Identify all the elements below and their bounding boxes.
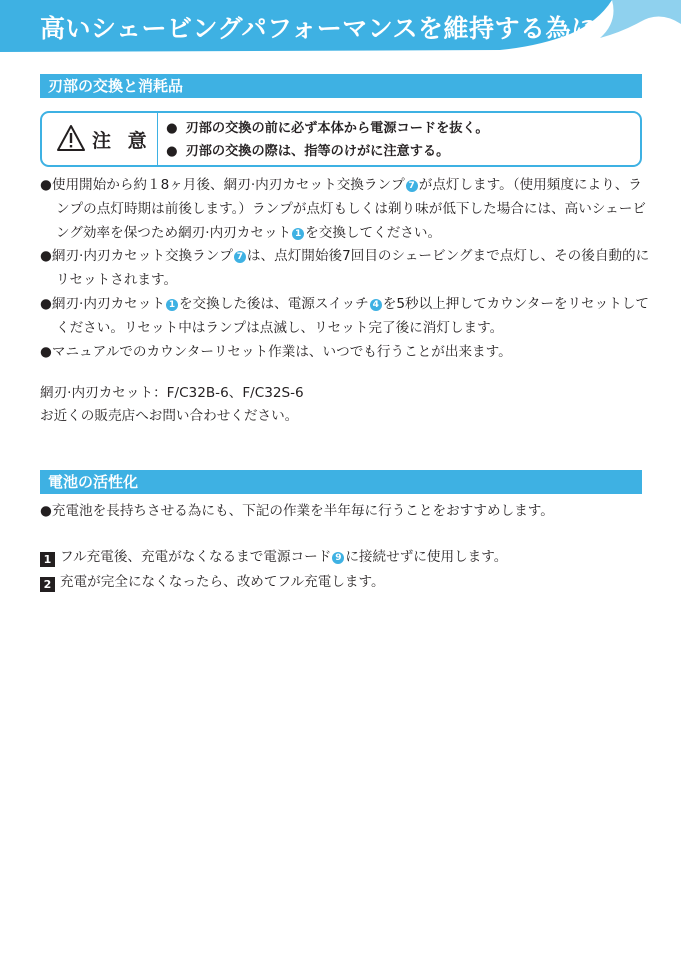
part-number-badge: 4: [370, 299, 382, 311]
bullet: ●: [40, 295, 52, 312]
instruction-paragraph: ●網刃·内刃カセット交換ランプ 7 は、点灯開始後7回目のシェービングまで点灯し、その後自動的にリセットされます。: [40, 248, 650, 289]
bullet: ●: [40, 248, 52, 265]
instruction-paragraph: ●マニュアルでのカウンターリセット作業は、いつでも行うことが出来ます。: [40, 343, 512, 360]
part-number-badge: 1: [166, 299, 178, 311]
page-title: 高いシェービングパフォーマンスを維持する為に: [40, 14, 597, 43]
replacement-parts-line: 網刃·内刃カセット：F/C32B-6、F/C32S-6: [40, 385, 304, 401]
bullet: ●: [40, 503, 52, 519]
battery-intro: ●充電池を長持ちさせる為にも、下記の作業を半年毎に行うことをおすすめします。: [40, 503, 554, 519]
step-item: 2 充電が完全になくなったら、改めてフル充電します。: [40, 570, 507, 595]
instruction-paragraph: ●使用開始から約１8ヶ月後、網刃·内刃カセット交換ランプ 7 が点灯します。（使用頻度により、ランプの点灯時期は前後します。）ランプが点灯もしくは剃り味が低下した場合には、高いシェービング効率を保つため網刃·内刃カセット 1 を交換してください。: [40, 177, 646, 241]
section-header-battery-activation: 電池の活性化: [40, 470, 642, 494]
caution-label: 注 意: [92, 130, 152, 152]
bullet: ●: [40, 343, 52, 360]
bullet: ●: [166, 121, 178, 136]
warning-triangle-icon: [56, 124, 86, 152]
caution-label-area: [42, 113, 158, 165]
blade-instructions: [40, 174, 650, 364]
step-number: 1: [40, 552, 55, 567]
part-number-badge: 1: [292, 228, 304, 240]
instruction-paragraph: ●網刃·内刃カセット 1 を交換した後は、電源スイッチ 4 を5秒以上押してカウンターをリセットしてください。リセット中はランプは点滅し、リセット完了後に消灯します。: [40, 295, 649, 336]
part-number-badge: 9: [332, 552, 344, 564]
battery-steps: [40, 545, 507, 595]
bullet: ●: [166, 144, 178, 159]
caution-list: [166, 117, 489, 163]
part-number-badge: 7: [406, 180, 418, 192]
caution-box: [40, 111, 642, 167]
caution-item: ● 刃部の交換の前に必ず本体から電源コードを抜く。: [166, 121, 489, 136]
step-number: 2: [40, 577, 55, 592]
step-item: 1 フル充電後、充電がなくなるまで電源コード 9 に接続せずに使用します。: [40, 545, 507, 570]
part-number-badge: 7: [234, 251, 246, 263]
caution-item: ● 刃部の交換の際は、指等のけがに注意する。: [166, 144, 450, 159]
store-inquiry-line: お近くの販売店へお問い合わせください。: [40, 408, 299, 424]
bullet: ●: [40, 177, 52, 193]
section-header-blade-replacement: 刃部の交換と消耗品: [40, 74, 642, 98]
title-banner: [0, 0, 681, 52]
